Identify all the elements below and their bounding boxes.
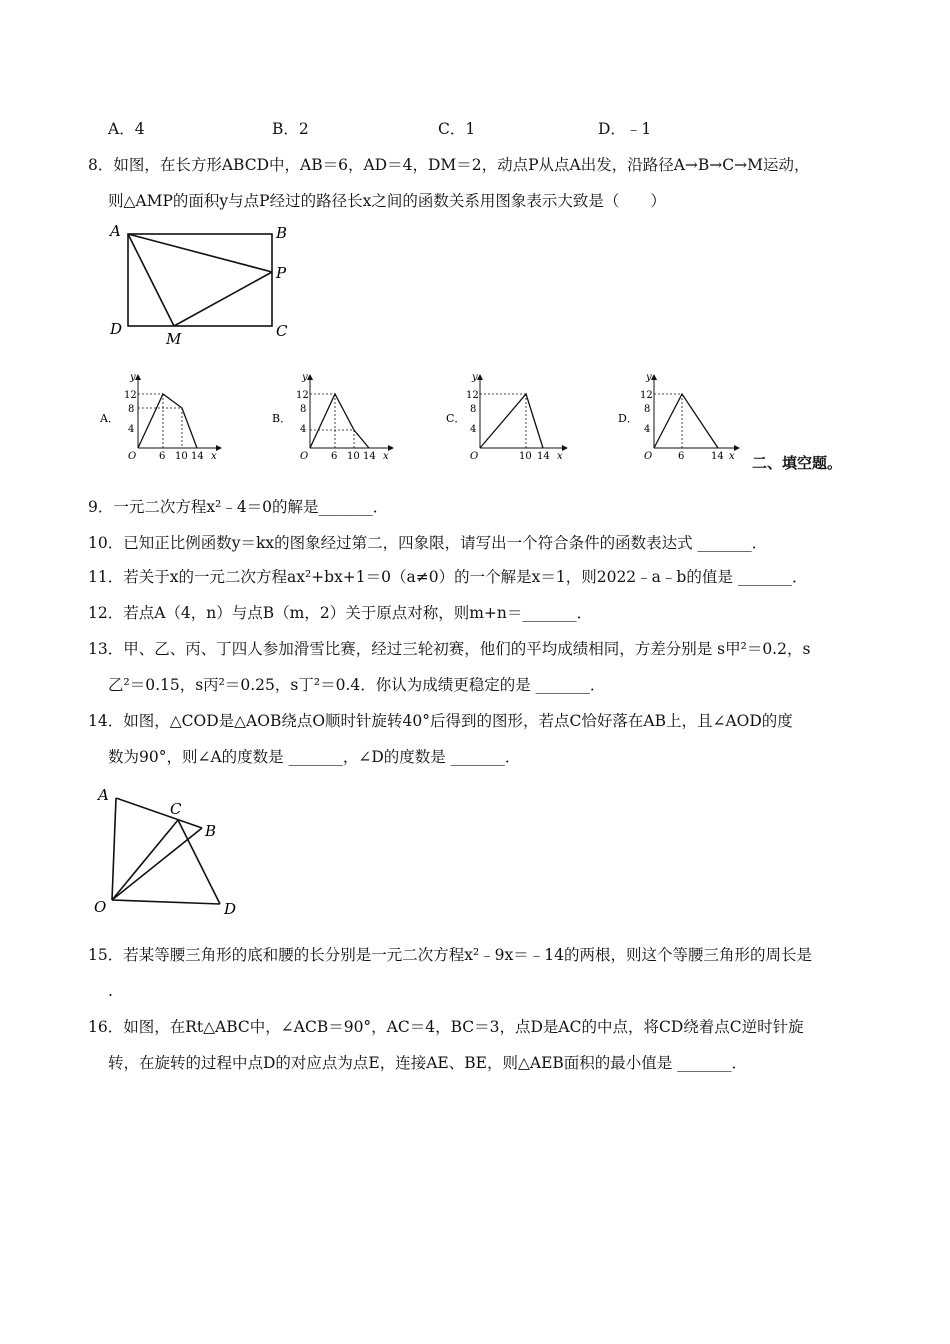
tick-x6: 6 [159, 451, 166, 462]
section-2-title: 二、填空题。 [752, 454, 843, 472]
axis-x: x [383, 451, 389, 462]
axis-y: y [130, 372, 136, 383]
axis-x: x [211, 451, 217, 462]
graph-line [654, 394, 718, 448]
q8-rectangle-figure [100, 218, 300, 350]
q9: 9．一元二次方程x²﹣4＝0的解是_______． [88, 498, 389, 516]
tick-8: 8 [300, 404, 307, 415]
tick-x6: 6 [331, 451, 338, 462]
q7-option-d: D．﹣1 [598, 120, 652, 138]
q14-line1: 14．如图，△COD是△AOB绕点O顺时针旋转40°后得到的图形，若点C恰好落在AB上，且∠AOD的度 [88, 712, 793, 730]
q8-graph-c [446, 370, 576, 462]
label-b: B [276, 224, 288, 242]
q13-line2: 乙²＝0.15，s丙²＝0.25，s丁²＝0.4．你认为成绩更稳定的是 _______． [108, 676, 606, 694]
segment-mp [174, 272, 272, 326]
tick-x14: 14 [363, 451, 376, 462]
tick-x10: 10 [519, 451, 532, 462]
tick-12: 12 [124, 390, 137, 401]
tick-12: 12 [640, 390, 653, 401]
segment-ob [112, 828, 202, 900]
tick-4: 4 [128, 424, 135, 435]
choice-label-a: A． [100, 412, 119, 425]
q11: 11．若关于x的一元二次方程ax²+bx+1＝0（a≠0）的一个解是x＝1，则2022﹣a﹣b的值是 _______． [88, 568, 808, 586]
x-arrow [216, 445, 222, 451]
tick-8: 8 [644, 404, 651, 415]
segment-ab [116, 798, 202, 828]
axis-y: y [472, 372, 478, 383]
axis-x: x [729, 451, 735, 462]
q10: 10．已知正比例函数y＝kx的图象经过第二，四象限，请写出一个符合条件的函数表达式 _______． [88, 534, 768, 552]
origin: O [300, 451, 309, 462]
label-b: B [205, 822, 217, 840]
q14-rotation-figure [88, 778, 258, 923]
tick-x14: 14 [711, 451, 724, 462]
graph-line [480, 394, 543, 448]
q14-line2: 数为90°，则∠A的度数是 _______，∠D的度数是 _______． [108, 748, 521, 766]
choice-label-c: C． [446, 412, 466, 425]
axis-y: y [302, 372, 308, 383]
label-d: D [110, 320, 123, 338]
label-o: O [94, 898, 107, 916]
y-arrow [135, 374, 141, 380]
origin: O [644, 451, 653, 462]
axis-y: y [646, 372, 652, 383]
choice-label-d: D． [618, 412, 638, 425]
segment-oc [112, 820, 178, 900]
q15-line2: . [108, 982, 113, 1000]
q8-graph-b [272, 370, 402, 462]
q7-option-b: B．2 [272, 120, 309, 138]
tick-8: 8 [470, 404, 477, 415]
tick-x14: 14 [191, 451, 204, 462]
segment-ap [128, 234, 272, 272]
q15-line1: 15．若某等腰三角形的底和腰的长分别是一元二次方程x²﹣9x＝﹣14的两根，则这个等腰三角形的周长是 [88, 946, 813, 964]
label-c: C [276, 322, 288, 340]
tick-12: 12 [296, 390, 309, 401]
label-d: D [224, 900, 237, 918]
label-m: M [166, 330, 182, 348]
choice-label-b: B． [272, 412, 292, 425]
tick-8: 8 [128, 404, 135, 415]
origin: O [128, 451, 137, 462]
q8-line2: 则△AMP的面积y与点P经过的路径长x之间的函数关系用图象表示大致是（ ） [108, 192, 666, 210]
q7-option-a: A．4 [108, 120, 145, 138]
segment-ao [112, 798, 116, 900]
q7-option-c: C．1 [438, 120, 476, 138]
graph-line [138, 394, 197, 448]
label-a: A [110, 222, 121, 240]
tick-x10: 10 [347, 451, 360, 462]
segment-od [112, 900, 220, 904]
q8-graph-d [618, 370, 748, 462]
tick-x6: 6 [678, 451, 685, 462]
tick-x14: 14 [537, 451, 550, 462]
axis-x: x [557, 451, 563, 462]
tick-4: 4 [300, 424, 307, 435]
q8-line1: 8．如图，在长方形ABCD中，AB＝6，AD＝4，DM＝2，动点P从点A出发，沿路径A→B→C→M运动， [88, 156, 810, 174]
origin: O [470, 451, 479, 462]
segment-am [128, 234, 174, 326]
tick-12: 12 [466, 390, 479, 401]
graph-line [310, 394, 369, 448]
q16-line2: 转，在旋转的过程中点D的对应点为点E，连接AE、BE，则△AEB面积的最小值是 _______． [108, 1054, 747, 1072]
q16-line1: 16．如图，在Rt△ABC中，∠ACB＝90°，AC＝4，BC＝3，点D是AC的中点，将CD绕着点C逆时针旋 [88, 1018, 804, 1036]
label-p: P [276, 264, 287, 282]
tick-4: 4 [644, 424, 651, 435]
tick-4: 4 [470, 424, 477, 435]
label-c: C [170, 800, 182, 818]
q13-line1: 13．甲、乙、丙、丁四人参加滑雪比赛，经过三轮初赛，他们的平均成绩相同，方差分别是 s甲²＝0.2，s [88, 640, 811, 658]
q12: 12．若点A（4，n）与点B（m，2）关于原点对称，则m+n＝_______． [88, 604, 593, 622]
q8-graph-a [100, 370, 230, 462]
tick-x10: 10 [175, 451, 188, 462]
label-a: A [98, 786, 109, 804]
